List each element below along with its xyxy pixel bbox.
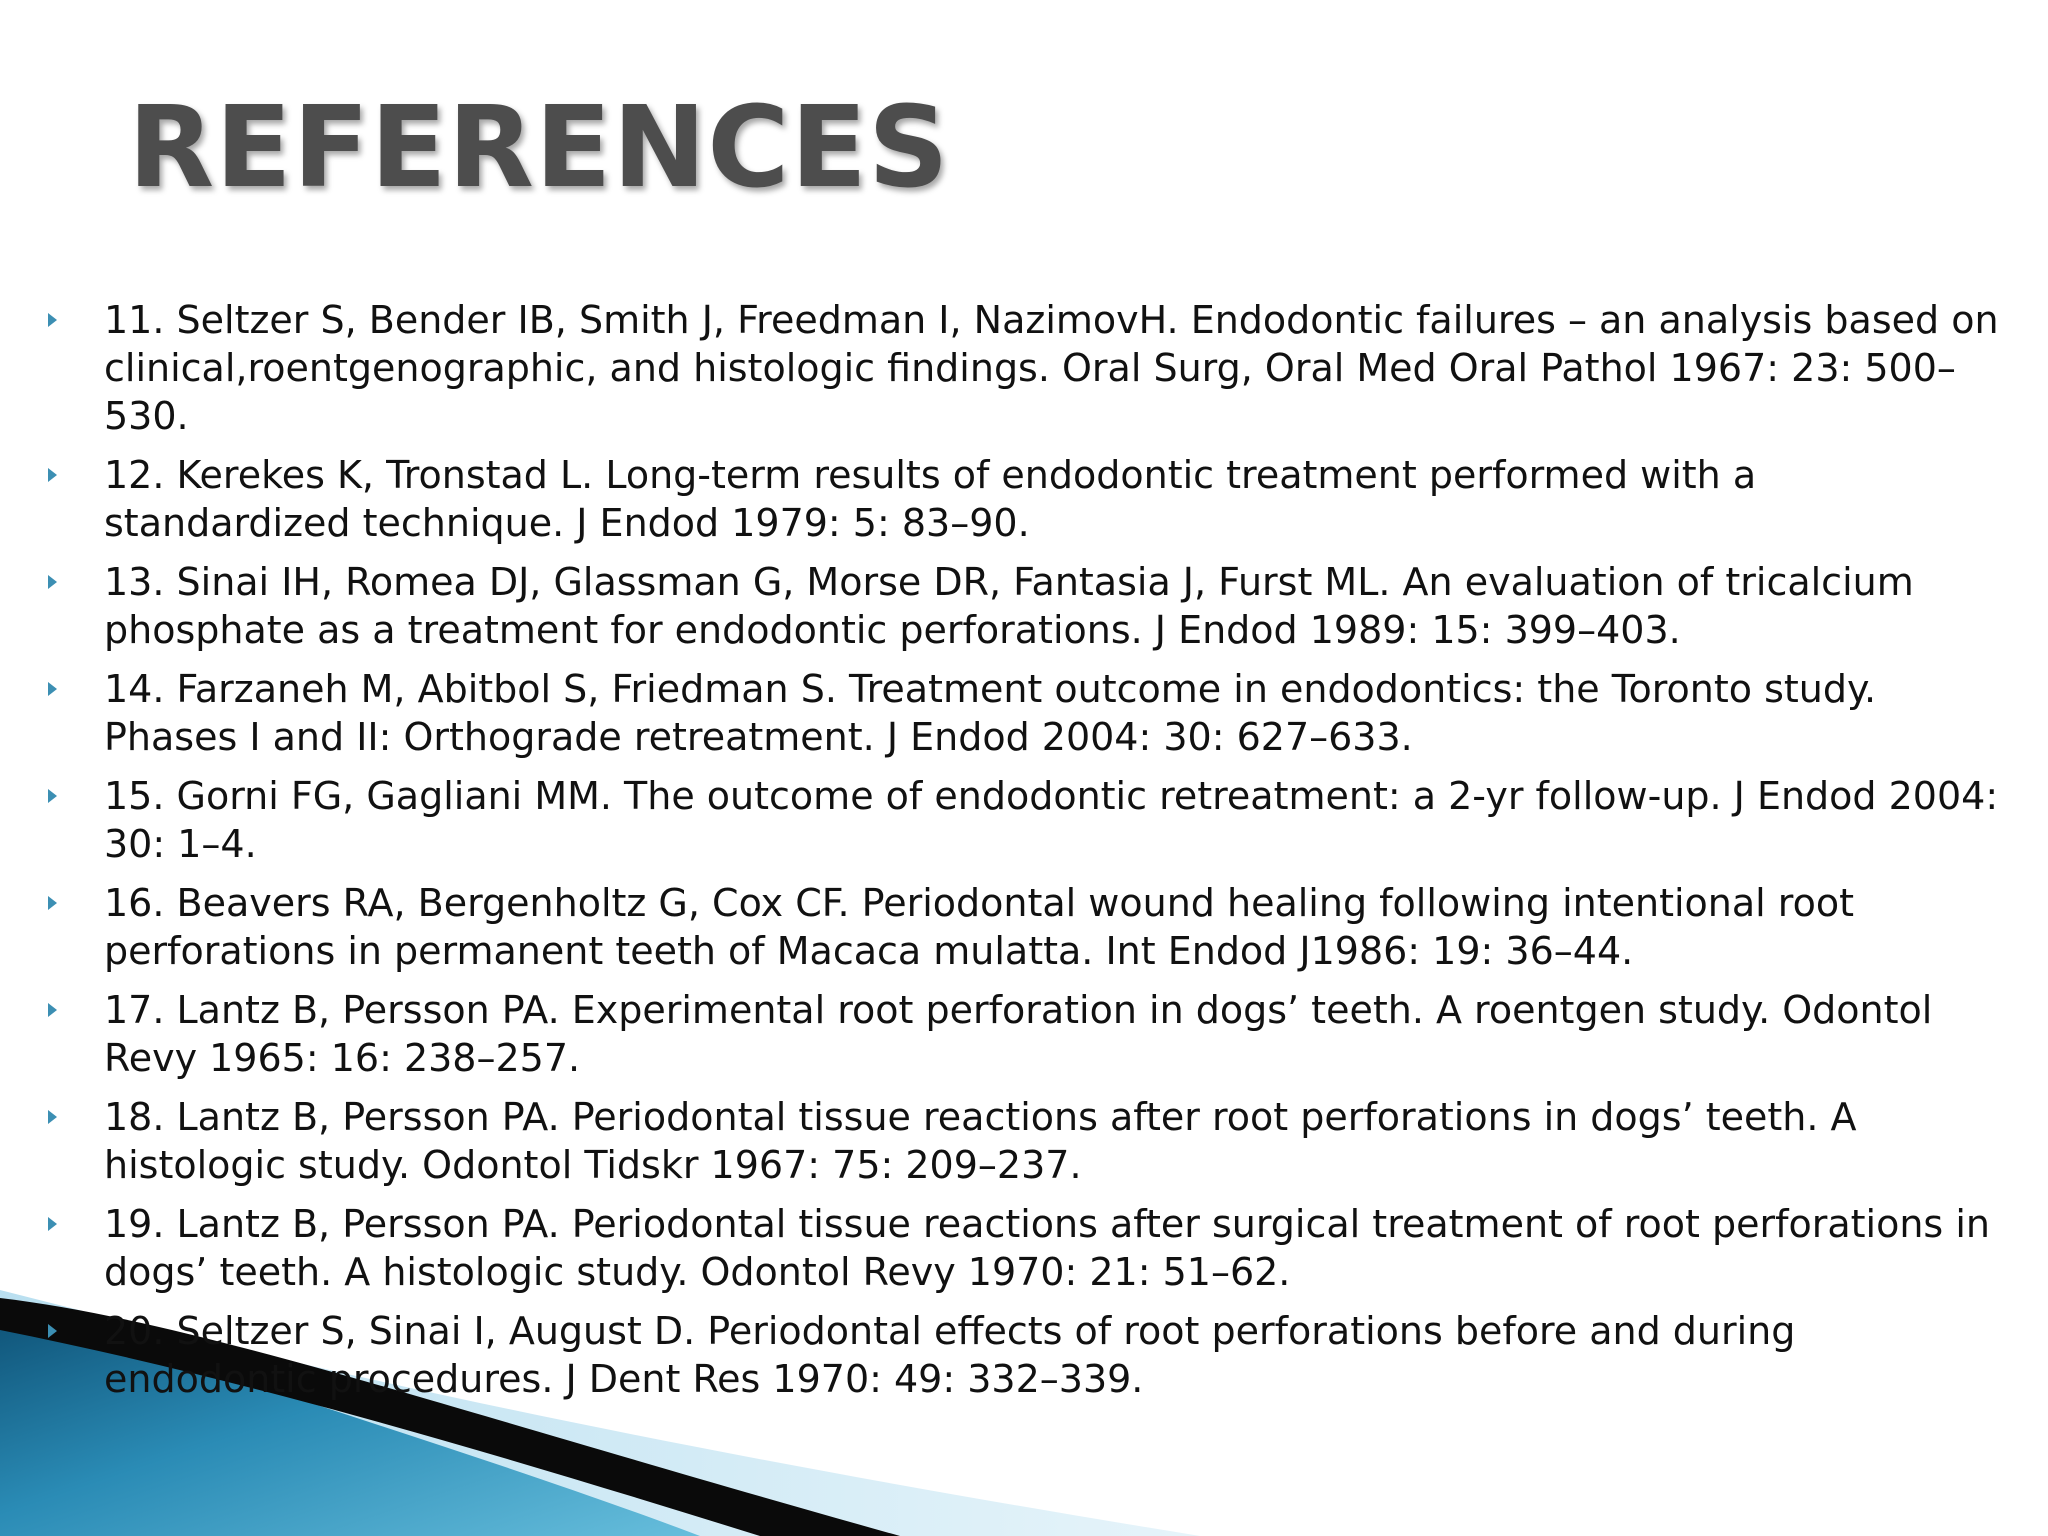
reference-text: 18. Lantz B, Persson PA. Periodontal tissue reactions after root perforations in dogs’ teeth. A histologic study. Odontol Tidskr 1967: 75: 209–237. [104,1095,1857,1187]
triangle-right-icon [48,313,57,327]
list-item [0,879,2048,975]
reference-text: 16. Beavers RA, Bergenholtz G, Cox CF. Periodontal wound healing following intentional root perforations in permanent teeth of Macaca mulatta. Int Endod J1986: 19: 36–44. [104,881,1854,973]
triangle-right-icon [48,682,57,696]
list-item [0,1093,2048,1189]
reference-list [0,296,2048,1414]
list-item [0,1307,2048,1403]
reference-text: 17. Lantz B, Persson PA. Experimental root perforation in dogs’ teeth. A roentgen study. Odontol Revy 1965: 16: 238–257. [104,988,1933,1080]
reference-text: 11. Seltzer S, Bender IB, Smith J, Freedman I, NazimovH. Endodontic failures – an analysis based on clinical,roentgenographic, and histologic findings. Oral Surg, Oral Med Oral Pathol 1967: 23: 500–530. [104,298,1999,438]
triangle-right-icon [48,1003,57,1017]
reference-text: 13. Sinai IH, Romea DJ, Glassman G, Morse DR, Fantasia J, Furst ML. An evaluation of tricalcium phosphate as a treatment for endodontic perforations. J Endod 1989: 15: 399–403. [104,560,1914,652]
reference-text: 14. Farzaneh M, Abitbol S, Friedman S. Treatment outcome in endodontics: the Toronto study. Phases I and II: Orthograde retreatment. J Endod 2004: 30: 627–633. [104,667,1877,759]
reference-text: 19. Lantz B, Persson PA. Periodontal tissue reactions after surgical treatment of root perforations in dogs’ teeth. A histologic study. Odontol Revy 1970: 21: 51–62. [104,1202,1990,1294]
list-item [0,986,2048,1082]
reference-text: 15. Gorni FG, Gagliani MM. The outcome of endodontic retreatment: a 2-yr follow-up. J Endod 2004: 30: 1–4. [104,774,1999,866]
list-item [0,772,2048,868]
list-item [0,296,2048,440]
page-title: REFERENCES [128,83,950,213]
reference-text: 12. Kerekes K, Tronstad L. Long-term results of endodontic treatment performed with a standardized technique. J Endod 1979: 5: 83–90. [104,453,1757,545]
list-item [0,558,2048,654]
triangle-right-icon [48,468,57,482]
list-item [0,451,2048,547]
list-item [0,1200,2048,1296]
triangle-right-icon [48,789,57,803]
triangle-right-icon [48,896,57,910]
triangle-right-icon [48,1110,57,1124]
triangle-right-icon [48,1217,57,1231]
list-item [0,665,2048,761]
reference-text: 20. Seltzer S, Sinai I, August D. Periodontal effects of root perforations before and during endodontic procedures. J Dent Res 1970: 49: 332–339. [104,1309,1796,1401]
triangle-right-icon [48,1324,57,1338]
triangle-right-icon [48,575,57,589]
